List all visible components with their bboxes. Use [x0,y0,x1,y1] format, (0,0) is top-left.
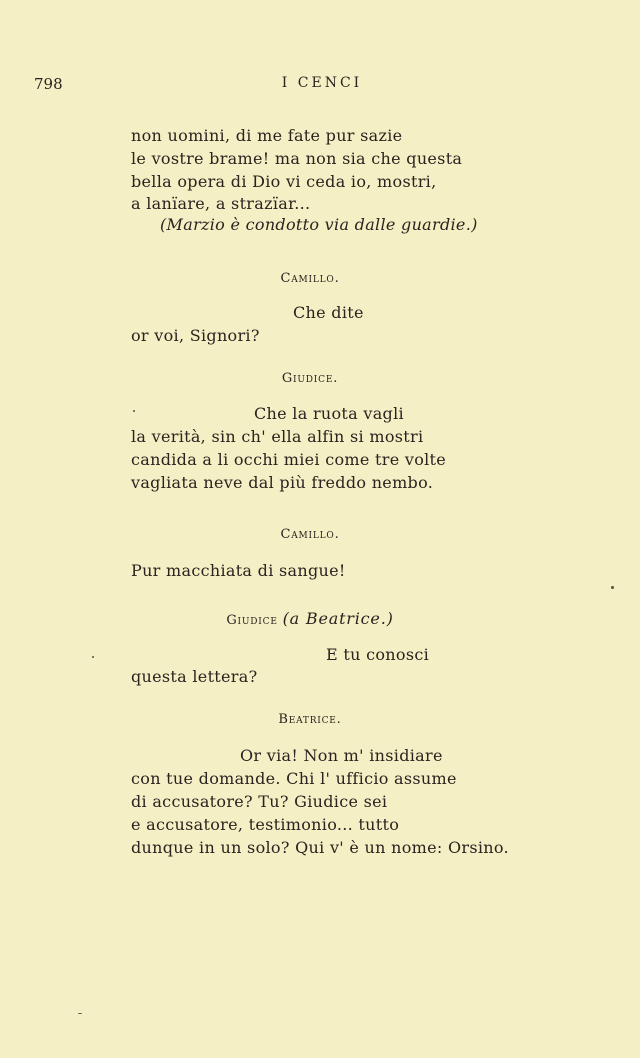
speaker-heading-with-direction [0,609,620,628]
verse-line: Che la ruota vagli [254,404,404,423]
paper-speck [92,656,94,658]
verse-line: bella opera di Dio vi ceda io, mostri, [131,172,437,191]
verse-line: E tu conosci [326,645,430,664]
speaker-direction: (a Beatrice.) [282,609,394,628]
verse-line: or voi, Signori? [131,326,260,345]
paper-speck [611,586,614,589]
page-number: 798 [34,75,63,93]
paper-speck [78,1013,82,1014]
verse-line: dunque in un solo? Qui v' è un nome: Orsino. [131,838,509,857]
speaker-heading: Camillo. [280,527,340,542]
verse-line: le vostre brame! ma non sia che questa [131,149,463,168]
running-title: I CENCI [281,75,363,91]
verse-line: Or via! Non m' insidiare [240,746,443,765]
speaker-heading: Camillo. [280,271,340,286]
verse-line: candida a li occhi miei come tre volte [131,450,447,469]
verse-line: e accusatore, testimonio... tutto [131,815,400,834]
verse-line: Pur macchiata di sangue! [131,561,346,580]
verse-line: Che dite [293,303,364,322]
speaker-heading: Giudice. [281,371,339,386]
verse-line: di accusatore? Tu? Giudice sei [131,792,388,811]
verse-line: vagliata neve dal più freddo nembo. [131,473,434,492]
verse-line: questa lettera? [131,667,258,686]
verse-line: la verità, sin ch' ella alfin si mostri [131,427,424,446]
verse-line: non uomini, di me fate pur sazie [131,126,403,145]
verse-line: con tue domande. Chi l' ufficio assume [131,769,457,788]
stage-direction: (Marzio è condotto via dalle guardie.) [160,215,478,234]
paper-speck [133,410,135,412]
speaker-name: Giudice [226,613,278,628]
speaker-heading: Beatrice. [278,712,342,727]
verse-line: a lanïare, a strazïar... [131,194,311,213]
